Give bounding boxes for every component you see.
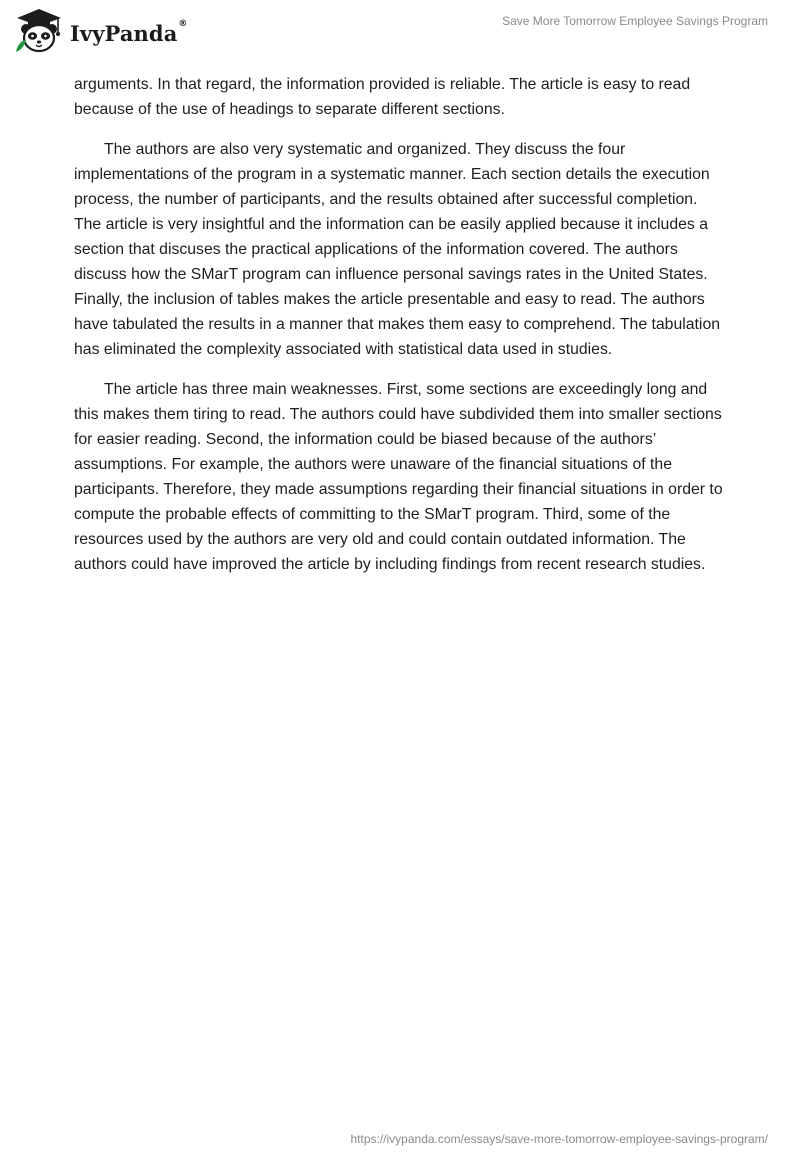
running-title: Save More Tomorrow Employee Savings Program [502, 14, 768, 28]
page-header [0, 0, 800, 70]
essay-body [74, 72, 724, 592]
panda-graduate-icon [14, 7, 64, 55]
registered-mark: ® [178, 18, 188, 29]
brand-name: IvyPanda® [70, 18, 188, 46]
paragraph-weaknesses: The article has three main weaknesses. First, some sections are exceedingly long and this makes them tiring to read. The authors could have subdivided them into smaller sections for easier reading. Second, the information could be biased because of the authors’ assumptions. For example, the authors were unaware of the financial situations of the participants. Therefore, they made assumptions regarding their financial situations in order to compute the probable effects of committing to the SMarT program. Third, some of the resources used by the authors are very old and could contain outdated information. The authors could have improved the article by including findings from recent research studies. [74, 381, 723, 573]
brand-logo[interactable] [14, 6, 188, 56]
paragraph-continuation: arguments. In that regard, the information provided is reliable. The article is easy to read because of the use of headings to separate different sections. [74, 76, 691, 118]
footer-source-url[interactable]: https://ivypanda.com/essays/save-more-tomorrow-employee-savings-program/ [350, 1132, 768, 1146]
paragraph-strengths: The authors are also very systematic and organized. They discuss the four implementations of the program in a systematic manner. Each section details the execution process, the number of participants, and the results obtained after successful completion. The article is very insightful and the information can be easily applied because it includes a section that discuses the practical applications of the information covered. The authors discuss how the SMarT program can influence personal savings rates in the United States. Finally, the inclusion of tables makes the article presentable and easy to read. The authors have tabulated the results in a manner that makes them easy to comprehend. The tabulation has eliminated the complexity associated with statistical data used in studies. [74, 141, 721, 358]
